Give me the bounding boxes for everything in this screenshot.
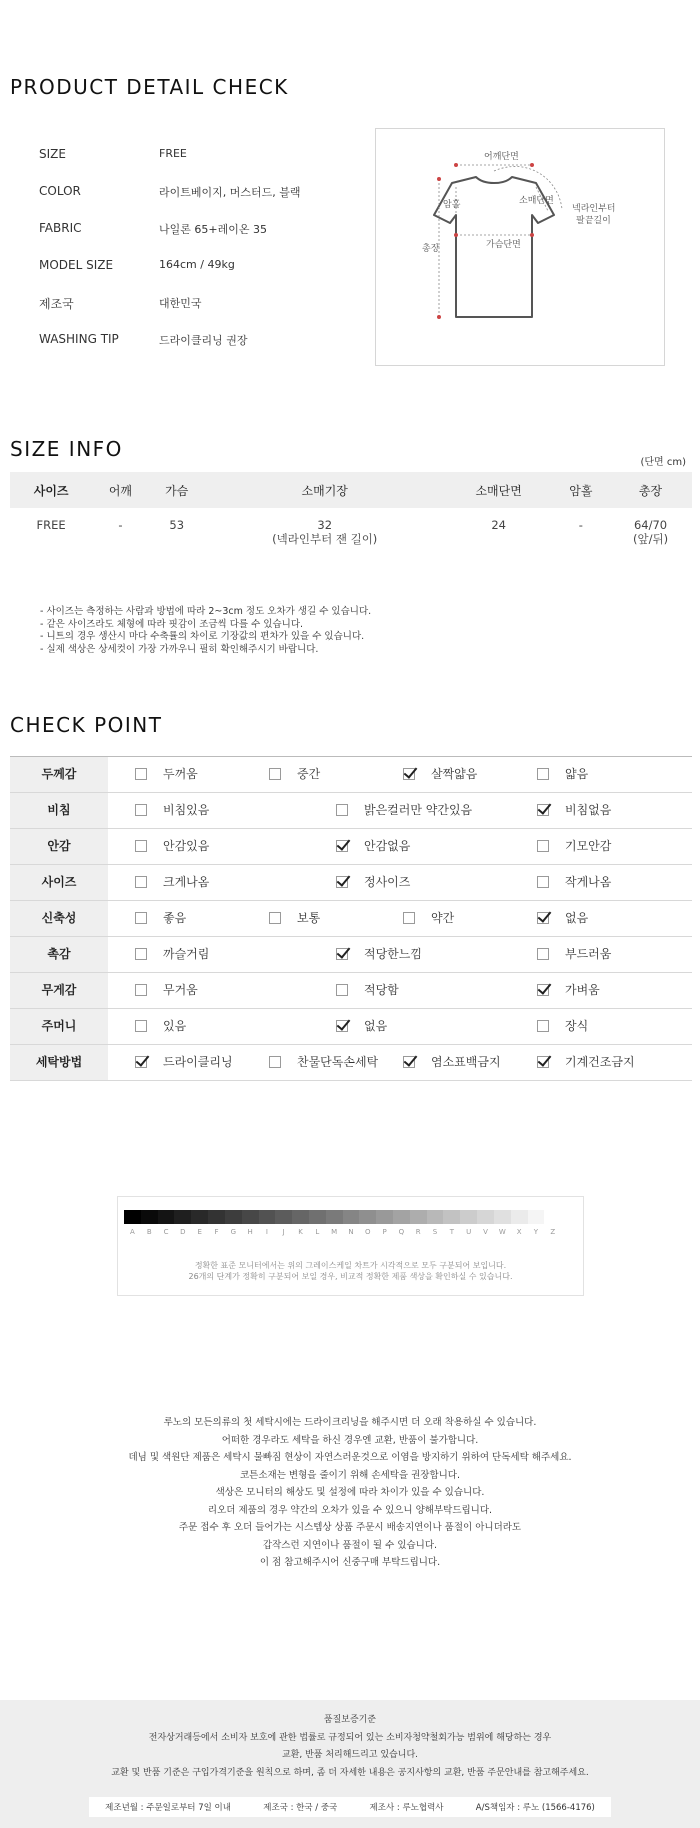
check-row-pocket: [10, 1009, 692, 1045]
option-label: 적당함: [364, 983, 399, 997]
size-unit-note: (단면 cm): [640, 457, 686, 468]
option-label: 두꺼움: [163, 767, 198, 781]
spec-value: FREE: [159, 147, 187, 160]
checkbox[interactable]: [537, 1020, 549, 1032]
footer-line: 전자상거래등에서 소비자 보호에 관한 법률로 규정되어 있는 소비자청약철회가능 범위에 해당하는 경우: [148, 1732, 552, 1743]
checkbox[interactable]: [269, 768, 281, 780]
gray-step-letter: Z: [550, 1228, 556, 1236]
option-label: 비침있음: [163, 803, 210, 817]
gray-step: [511, 1210, 528, 1224]
gray-step: [443, 1210, 460, 1224]
footer-line: 교환 및 반품 기준은 구입가격기준을 원칙으로 하며, 좀 더 자세한 내용은 공지사항의 교환, 반품 주문안내를 참고해주세요.: [111, 1767, 589, 1778]
option-label: 약간: [431, 911, 455, 925]
spec-key: WASHING TIP: [39, 332, 119, 346]
option-label: 장식: [565, 1019, 589, 1033]
tshirt-measurement-diagram: [375, 128, 665, 366]
gray-step: [225, 1210, 242, 1224]
checkbox-checked[interactable]: [135, 1056, 147, 1068]
label-neck-to-sleeve-2: 팔끝길이: [576, 216, 611, 226]
cell-length: [609, 508, 692, 559]
option-label: 찬물단독손세탁: [297, 1055, 379, 1069]
notice-line: 이 점 참고해주시어 신중구매 부탁드립니다.: [259, 1557, 441, 1568]
spec-row-origin: [39, 295, 359, 315]
footer-line: 교환, 반품 처리해드리고 있습니다.: [281, 1750, 419, 1760]
spec-value: 드라이클리닝 권장: [159, 334, 248, 347]
gray-step-letter: U: [466, 1228, 472, 1236]
spec-row-size: [39, 147, 359, 167]
notice-line: 어떠한 경우라도 세탁을 하신 경우엔 교환, 반품이 불가합니다.: [221, 1434, 479, 1446]
gray-step: [343, 1210, 360, 1224]
footer-text: [0, 1712, 700, 1782]
note-line: - 사이즈는 측정하는 사람과 방법에 따라 2~3cm 정도 오차가 생길 수 있습니다.: [40, 606, 372, 617]
checkbox[interactable]: [135, 912, 147, 924]
length-value: 64/70: [633, 518, 668, 532]
checkbox-checked[interactable]: [336, 876, 348, 888]
option-label: 기모안감: [565, 839, 612, 853]
checkbox-checked[interactable]: [336, 840, 348, 852]
note-line: - 같은 사이즈라도 체형에 따라 핏감이 조금씩 다를 수 있습니다.: [40, 618, 304, 630]
checkbox[interactable]: [135, 876, 147, 888]
checkbox[interactable]: [135, 984, 147, 996]
col-header: 사이즈: [10, 472, 92, 508]
checkbox-checked[interactable]: [403, 1056, 415, 1068]
gray-step-letter: R: [415, 1228, 421, 1236]
checkbox-checked[interactable]: [537, 804, 549, 816]
check-label: 세탁방법: [10, 1045, 108, 1080]
gray-step: [544, 1210, 561, 1224]
gray-step: [359, 1210, 376, 1224]
option-label: 무거움: [163, 983, 198, 997]
check-label: 촉감: [10, 937, 108, 972]
checkbox[interactable]: [537, 840, 549, 852]
gray-step: [528, 1210, 545, 1224]
gray-step: [410, 1210, 427, 1224]
checkbox-checked[interactable]: [537, 912, 549, 924]
spec-value: 나일론 65+레이온 35: [159, 223, 267, 236]
check-label: 비침: [10, 793, 108, 828]
option-label: 부드러움: [565, 947, 612, 961]
grayscale-bar: [124, 1210, 561, 1224]
spec-key: FABRIC: [39, 221, 82, 235]
check-row-thickness: [10, 757, 692, 793]
gray-step: [460, 1210, 477, 1224]
option-label: 살짝얇음: [431, 767, 478, 781]
check-label: 주머니: [10, 1009, 108, 1044]
gray-step-letter: G: [230, 1228, 236, 1236]
quality-guarantee-footer: [0, 1700, 700, 1828]
sleeve-length-value: 32: [317, 518, 333, 532]
gray-step-letter: X: [516, 1228, 522, 1236]
label-length: 총장: [422, 244, 440, 254]
option-label: 가벼움: [565, 983, 600, 997]
gray-step-letter: H: [247, 1228, 253, 1236]
checkbox[interactable]: [269, 1056, 281, 1068]
gray-step: [326, 1210, 343, 1224]
spec-row-color: [39, 184, 359, 204]
notice-line: 색상은 모니터의 해상도 및 설정에 따라 차이가 있을 수 있습니다.: [215, 1487, 485, 1498]
gray-step-letter: M: [331, 1228, 338, 1236]
check-row-weight: [10, 973, 692, 1009]
gray-step: [309, 1210, 326, 1224]
check-row-elasticity: [10, 901, 692, 937]
spec-key: SIZE: [39, 147, 66, 161]
spec-key: MODEL SIZE: [39, 258, 114, 272]
gray-step-letter: P: [382, 1228, 387, 1236]
notice-line: 주문 접수 후 오더 들어가는 시스템상 상품 주문시 배송지연이나 품절이 아니더라도: [178, 1522, 522, 1533]
gray-step-letter: O: [365, 1228, 371, 1236]
checkbox[interactable]: [537, 768, 549, 780]
notice-line: 루노의 모든의류의 첫 세탁시에는 드라이크리닝을 해주시면 더 오래 착용하실 수 있습니다.: [163, 1417, 537, 1428]
product-detail-title: PRODUCT DETAIL CHECK: [10, 75, 289, 99]
option-label: 없음: [565, 911, 589, 925]
checkbox[interactable]: [537, 876, 549, 888]
col-header: 암홀: [553, 472, 609, 508]
grayscale-letters: [124, 1228, 561, 1236]
size-info-title: SIZE INFO: [10, 437, 123, 461]
checkbox[interactable]: [269, 912, 281, 924]
cell-sleeve-length: [205, 508, 445, 559]
checkbox[interactable]: [135, 948, 147, 960]
option-label: 작게나옴: [565, 875, 612, 889]
as-contact: A/S책임자 : 루노 (1566-4176): [475, 1803, 595, 1813]
checkbox[interactable]: [336, 984, 348, 996]
gray-step: [174, 1210, 191, 1224]
option-label: 있음: [163, 1019, 187, 1033]
check-point-table: [10, 756, 692, 1081]
gray-step-letter: Y: [533, 1228, 539, 1236]
cell-sleeve-width: 24: [491, 518, 506, 532]
option-label: 안감있음: [163, 839, 210, 853]
gray-step-letter: C: [163, 1228, 169, 1236]
gray-step: [191, 1210, 208, 1224]
label-shoulder: 어깨단면: [484, 152, 519, 162]
spec-row-model-size: [39, 258, 359, 278]
checkbox-checked[interactable]: [537, 984, 549, 996]
gray-step-letter: B: [146, 1228, 152, 1236]
grayscale-note-line: 26개의 단계가 정확히 구분되어 보일 경우, 비교적 정확한 제품 색상을 확인하실 수 있습니다.: [188, 1272, 513, 1281]
gray-step: [275, 1210, 292, 1224]
check-label: 무게감: [10, 973, 108, 1008]
notice-line: 리오더 제품의 경우 약간의 오차가 있을 수 있으니 양해부탁드립니다.: [207, 1504, 493, 1516]
gray-step-letter: V: [483, 1228, 488, 1236]
cell-shoulder: -: [118, 518, 123, 532]
spec-value: 164cm / 49kg: [159, 258, 235, 271]
option-label: 드라이클리닝: [163, 1055, 233, 1069]
check-point-title: CHECK POINT: [10, 713, 163, 737]
spec-row-fabric: [39, 221, 359, 241]
manufacture-country: 제조국 : 한국 / 중국: [263, 1803, 338, 1813]
gray-step: [208, 1210, 225, 1224]
spec-key: COLOR: [39, 184, 81, 198]
gray-step: [259, 1210, 276, 1224]
table-row: [10, 508, 692, 559]
check-row-washing: [10, 1045, 692, 1081]
option-label: 얇음: [565, 767, 589, 781]
label-neck-to-sleeve-1: 넥라인부터: [572, 204, 616, 214]
checkbox[interactable]: [135, 840, 147, 852]
manufacturer: 제조사 : 루노협력사: [369, 1803, 444, 1813]
spec-value: 대한민국: [159, 297, 202, 310]
check-row-texture: [10, 937, 692, 973]
option-label: 기계건조금지: [565, 1055, 635, 1069]
cell-armhole: -: [578, 518, 583, 532]
gray-step: [292, 1210, 309, 1224]
option-label: 안감없음: [364, 839, 411, 853]
checkbox-checked[interactable]: [537, 1056, 549, 1068]
col-header: 소매기장: [205, 472, 445, 508]
size-table: [10, 472, 692, 559]
checkbox[interactable]: [135, 768, 147, 780]
notice-line: 갑작스런 지연이나 품절이 될 수 있습니다.: [262, 1539, 438, 1551]
option-label: 적당한느낌: [364, 947, 422, 961]
gray-step: [158, 1210, 175, 1224]
option-label: 보통: [297, 911, 321, 925]
gray-step: [124, 1210, 141, 1224]
check-row-lining: [10, 829, 692, 865]
checkbox[interactable]: [403, 912, 415, 924]
col-header: 소매단면: [445, 472, 553, 508]
option-label: 크게나옴: [163, 875, 210, 889]
grayscale-note: [118, 1260, 583, 1282]
check-label: 안감: [10, 829, 108, 864]
grayscale-chart: [117, 1196, 584, 1296]
checkbox-checked[interactable]: [403, 768, 415, 780]
label-chest: 가슴단면: [486, 240, 521, 250]
col-header: 가슴: [149, 472, 205, 508]
check-row-transparency: [10, 793, 692, 829]
gray-step-letter: I: [265, 1228, 268, 1236]
gray-step: [477, 1210, 494, 1224]
col-header: 총장: [609, 472, 692, 508]
manufacture-date: 제조년월 : 주문일로부터 7일 이내: [105, 1803, 231, 1813]
spec-value: 라이트베이지, 머스터드, 블랙: [159, 186, 301, 199]
gray-step-letter: D: [180, 1228, 186, 1236]
footer-line: 품질보증기준: [323, 1715, 377, 1725]
gray-step-letter: K: [298, 1228, 303, 1236]
gray-step-letter: L: [315, 1228, 320, 1236]
note-line: - 니트의 경우 생산시 마다 수축률의 차이로 기장값의 편차가 있을 수 있습니다.: [40, 631, 365, 642]
check-row-size: [10, 865, 692, 901]
gray-step-letter: Q: [398, 1228, 405, 1236]
gray-step-letter: E: [197, 1228, 202, 1236]
gray-step: [242, 1210, 259, 1224]
check-label: 신축성: [10, 901, 108, 936]
size-notes: [40, 606, 371, 656]
spec-row-washing-tip: [39, 332, 359, 352]
check-label: 두께감: [10, 757, 108, 792]
checkbox[interactable]: [135, 804, 147, 816]
checkbox-checked[interactable]: [336, 948, 348, 960]
gray-step-letter: A: [130, 1228, 135, 1236]
checkbox[interactable]: [336, 804, 348, 816]
option-label: 정사이즈: [364, 875, 411, 889]
notice-line: 데님 및 색원단 제품은 세탁시 물빠짐 현상이 자연스러운것으로 이염을 방지하기 위하여 단독세탁 해주세요.: [128, 1452, 572, 1463]
gray-step: [141, 1210, 158, 1224]
note-line: - 실제 색상은 상세컷이 가장 가까우니 필히 확인해주시기 바랍니다.: [40, 643, 319, 655]
cell-chest: 53: [169, 518, 185, 532]
spec-key: 제조국: [39, 297, 74, 311]
length-note: (앞/뒤): [632, 532, 669, 546]
gray-step: [427, 1210, 444, 1224]
option-label: 좋음: [163, 911, 187, 925]
checkbox-checked[interactable]: [336, 1020, 348, 1032]
gray-step-letter: T: [449, 1228, 454, 1236]
cell-size: FREE: [36, 518, 66, 532]
gray-step: [393, 1210, 410, 1224]
label-armhole: 암홀: [443, 200, 461, 210]
option-label: 밝은컬러만 약간있음: [364, 803, 473, 817]
option-label: 염소표백금지: [431, 1055, 501, 1069]
option-label: 까슬거림: [163, 947, 210, 961]
checkbox[interactable]: [135, 1020, 147, 1032]
gray-step-letter: F: [214, 1228, 219, 1236]
check-label: 사이즈: [10, 865, 108, 900]
gray-step-letter: S: [432, 1228, 438, 1236]
manufacturing-info-box: [89, 1797, 611, 1817]
option-label: 중간: [297, 767, 321, 781]
label-sleeve-width: 소매단면: [519, 196, 554, 206]
grayscale-note-line: 정확한 표준 모니터에서는 위의 그레이스케일 차트가 시각적으로 모두 구분되어 보입니다.: [194, 1261, 507, 1270]
gray-step-letter: N: [348, 1228, 354, 1236]
col-header: 어깨: [92, 472, 148, 508]
gray-step-letter: W: [498, 1228, 506, 1236]
size-table-header: [10, 472, 692, 508]
checkbox[interactable]: [537, 948, 549, 960]
gray-step: [494, 1210, 511, 1224]
option-label: 비침없음: [565, 803, 612, 817]
care-notice: [0, 1414, 700, 1572]
gray-step-letter: J: [282, 1228, 285, 1236]
gray-step: [376, 1210, 393, 1224]
option-label: 없음: [364, 1019, 388, 1033]
notice-line: 코튼소재는 변형을 줄이기 위해 손세탁을 권장합니다.: [239, 1469, 460, 1481]
sleeve-length-note: (넥라인부터 잰 길이): [272, 532, 378, 546]
